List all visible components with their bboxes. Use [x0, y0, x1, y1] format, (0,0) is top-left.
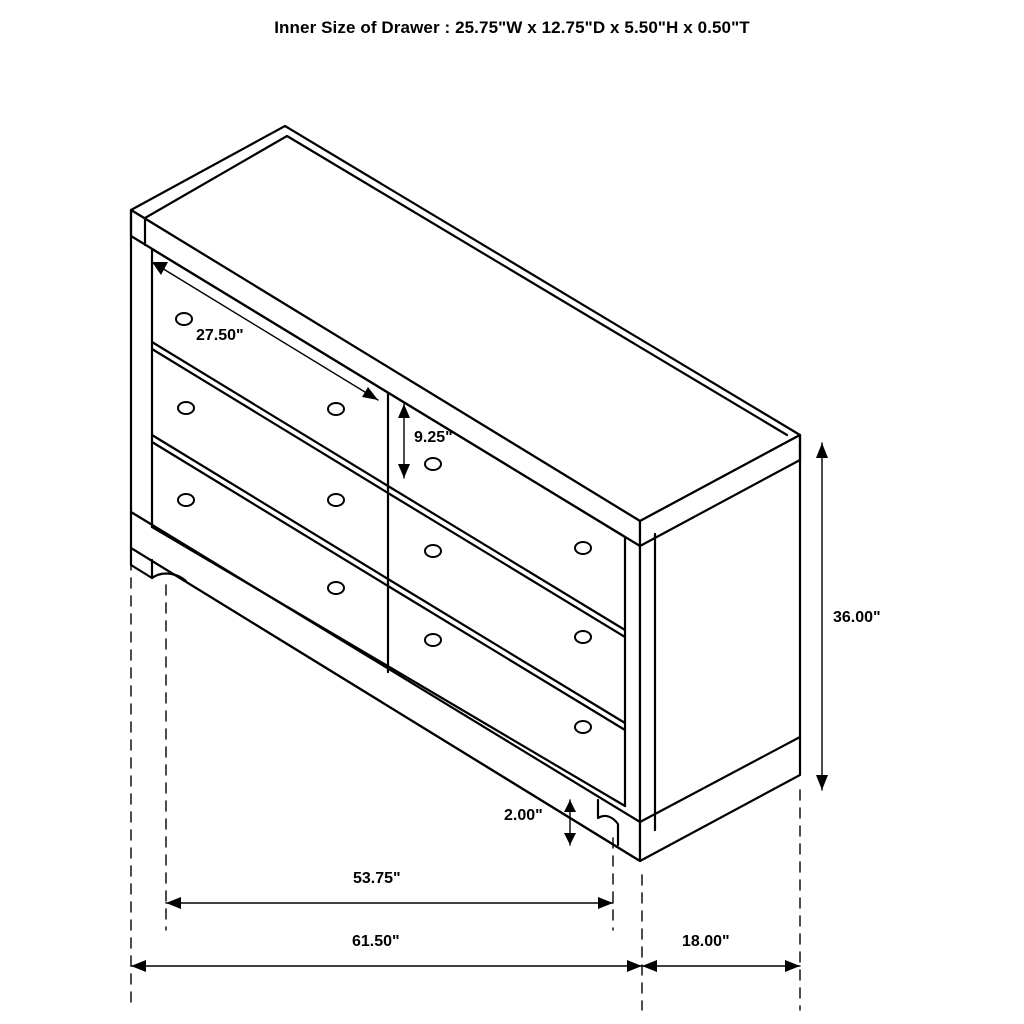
- dimension-label-overall-depth: 18.00": [682, 933, 730, 950]
- dimension-label-total-height: 36.00": [833, 609, 881, 626]
- dimension-label-drawer-height: 9.25": [414, 429, 453, 446]
- dimension-label-base-height: 2.00": [504, 807, 543, 824]
- page-title: Inner Size of Drawer : 25.75"W x 12.75"D x 5.50"H x 0.50"T: [274, 18, 750, 37]
- dimension-label-overall-width: 61.50": [352, 933, 400, 950]
- dimension-label-drawer-front-width: 53.75": [353, 870, 401, 887]
- dimension-label-drawer-width-left: 27.50": [196, 327, 244, 344]
